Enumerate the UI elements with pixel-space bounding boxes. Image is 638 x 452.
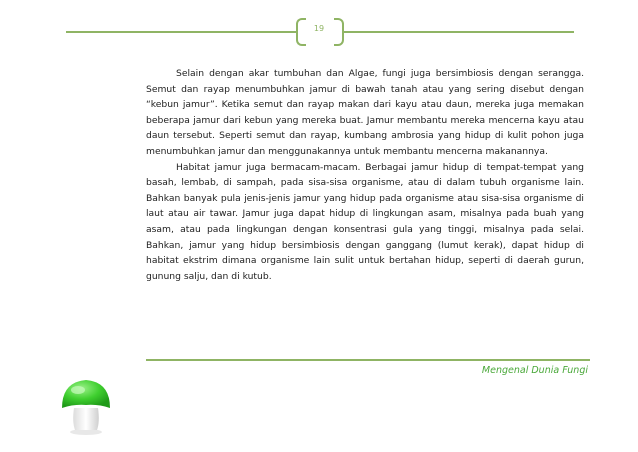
body-text [146, 66, 584, 284]
header-rule-left [66, 31, 296, 33]
page-number: 19 [313, 24, 325, 33]
footer-rule [146, 359, 590, 361]
footer-title: Mengenal Dunia Fungi [481, 365, 588, 376]
paragraph-symbiosis: Selain dengan akar tumbuhan dan Algae, fungi juga bersimbiosis dengan serangga. Semut dan rayap menumbuhkan jamur di bawah tanah atau yang sering disebut dengan “kebun jamur”. Ketika semut dan rayap makan dari kayu atau daun, mereka juga memakan beberapa jamur dari kebun yang mereka buat. Jamur membantu mereka mencerna kayu atau daun tersebut. Seperti semut dan rayap, kumbang ambrosia yang hidup di kulit pohon juga menumbuhkan jamur dan menggunakannya untuk membantu mencerna makanannya. [146, 68, 584, 157]
paragraph-habitat: Habitat jamur juga bermacam-macam. Berbagai jamur hidup di tempat-tempat yang basah, lembab, di sampah, pada sisa-sisa organisme, atau di dalam tubuh organisme lain. Bahkan banyak pula jenis-jenis jamur yang hidup pada organisme atau sisa-sisa organisme di laut atau air tawar. Jamur juga dapat hidup di lingkungan asam, misalnya pada buah yang asam, atau pada lingkungan dengan konsentrasi gula yang tinggi, misalnya pada selai. Bahkan, jamur yang hidup bersimbiosis dengan ganggang (lumut kerak), dapat hidup di habitat ekstrim dimana organisme lain sulit untuk bertahan hidup, seperti di daerah gurun, gunung salju, dan di kutub. [146, 161, 584, 282]
mushroom-icon [58, 376, 114, 436]
page-number-bracket-right [334, 18, 344, 46]
header-rule-right [344, 31, 574, 33]
